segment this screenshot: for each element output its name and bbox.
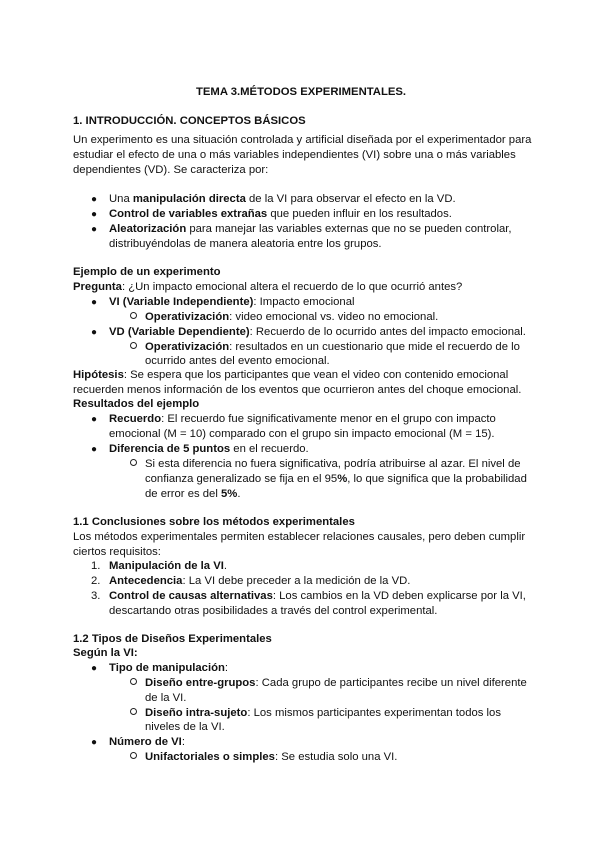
sub-list-item-continuation: confianza generalizado se fija en el 95%, lo que significa que la probabilidad (145, 473, 527, 485)
sub-list-item: Diseño intra-sujeto: Los mismos participantes experimentan todos los (145, 707, 501, 719)
list-number: 3. (91, 590, 101, 602)
bullet-icon: ● (91, 737, 98, 748)
list-item: VI (Variable Independiente): Impacto emocional (109, 296, 355, 308)
sub-list-item-continuation: de error es del 5%. (145, 488, 241, 500)
bullet-icon: ● (91, 209, 98, 220)
circle-bullet-icon (130, 678, 137, 685)
page-title: TEMA 3.MÉTODOS EXPERIMENTALES. (196, 86, 407, 98)
sub-list-item: Unifactoriales o simples: Se estudia solo una VI. (145, 751, 398, 763)
numbered-item-continuation: descartando otras posibilidades a través del control experimental. (109, 605, 438, 617)
circle-bullet-icon (130, 708, 137, 715)
section-heading-conclusions: 1.1 Conclusiones sobre los métodos experimentales (73, 516, 355, 528)
numbered-item: Manipulación de la VI. (109, 560, 228, 572)
conclusions-paragraph: Los métodos experimentales permiten establecer relaciones causales, pero deben cumplir (73, 531, 526, 543)
intro-paragraph: dependientes (VD). Se caracteriza por: (73, 164, 269, 176)
list-item: Número de VI: (109, 736, 185, 748)
list-item: Tipo de manipulación: (109, 662, 229, 674)
sub-list-item-continuation: ocurrido antes del evento emocional. (145, 355, 330, 367)
list-item: Control de variables extrañas que pueden influir en los resultados. (109, 208, 452, 220)
list-number: 1. (91, 560, 101, 572)
list-item: Diferencia de 5 puntos en el recuerdo. (109, 443, 309, 455)
list-item-continuation: emocional (M = 10) comparado con el grupo sin impacto emocional (M = 15). (109, 428, 495, 440)
circle-bullet-icon (130, 752, 137, 759)
intro-paragraph: estudiar el efecto de una o más variables independientes (VI) sobre una o más variables (73, 149, 516, 161)
numbered-item: Control de causas alternativas: Los cambios en la VD deben explicarse por la VI, (109, 590, 526, 602)
sub-list-item: Diseño entre-grupos: Cada grupo de participantes recibe un nivel diferente (145, 677, 527, 689)
list-item: Recuerdo: El recuerdo fue significativamente menor en el grupo con impacto (109, 413, 496, 425)
bullet-icon: ● (91, 414, 98, 425)
conclusions-paragraph: ciertos requisitos: (73, 546, 161, 558)
bullet-icon: ● (91, 663, 98, 674)
circle-bullet-icon (130, 312, 137, 319)
list-item: Una manipulación directa de la VI para observar el efecto en la VD. (109, 193, 456, 205)
list-number: 2. (91, 575, 101, 587)
example-question: Pregunta: ¿Un impacto emocional altera el recuerdo de lo que ocurrió antes? (73, 281, 463, 293)
section-heading-designs: 1.2 Tipos de Diseños Experimentales (73, 633, 272, 645)
example-heading: Ejemplo de un experimento (73, 266, 221, 278)
list-item: VD (Variable Dependiente): Recuerdo de lo ocurrido antes del impacto emocional. (109, 326, 526, 338)
section-heading-intro: 1. INTRODUCCIÓN. CONCEPTOS BÁSICOS (73, 115, 306, 127)
bullet-icon: ● (91, 194, 98, 205)
results-heading: Resultados del ejemplo (73, 398, 200, 410)
sub-list-item-continuation: de la VI. (145, 692, 187, 704)
bullet-icon: ● (91, 444, 98, 455)
hypothesis-continuation: recuerden menos información de los eventos que ocurrieron antes del choque emocional. (73, 384, 522, 396)
circle-bullet-icon (130, 459, 137, 466)
sub-list-item-continuation: niveles de la VI. (145, 721, 225, 733)
bullet-icon: ● (91, 224, 98, 235)
hypothesis: Hipótesis: Se espera que los participantes que vean el video con contenido emocional (73, 369, 509, 381)
list-item: Aleatorización para manejar las variables externas que no se pueden controlar, (109, 223, 512, 235)
sub-list-item: Operativización: video emocional vs. video no emocional. (145, 311, 439, 323)
intro-paragraph: Un experimento es una situación controlada y artificial diseñada por el experimentador para (73, 134, 532, 146)
circle-bullet-icon (130, 342, 137, 349)
list-item-continuation: distribuyéndolas de manera aleatoria entre los grupos. (109, 238, 382, 250)
sub-list-item: Operativización: resultados en un cuestionario que mide el recuerdo de lo (145, 341, 520, 353)
numbered-item: Antecedencia: La VI debe preceder a la medición de la VD. (109, 575, 411, 587)
sub-list-item: Si esta diferencia no fuera significativa, podría atribuirse al azar. El nivel de (145, 458, 521, 470)
designs-subheading: Según la VI: (73, 647, 138, 659)
bullet-icon: ● (91, 327, 98, 338)
bullet-icon: ● (91, 297, 98, 308)
